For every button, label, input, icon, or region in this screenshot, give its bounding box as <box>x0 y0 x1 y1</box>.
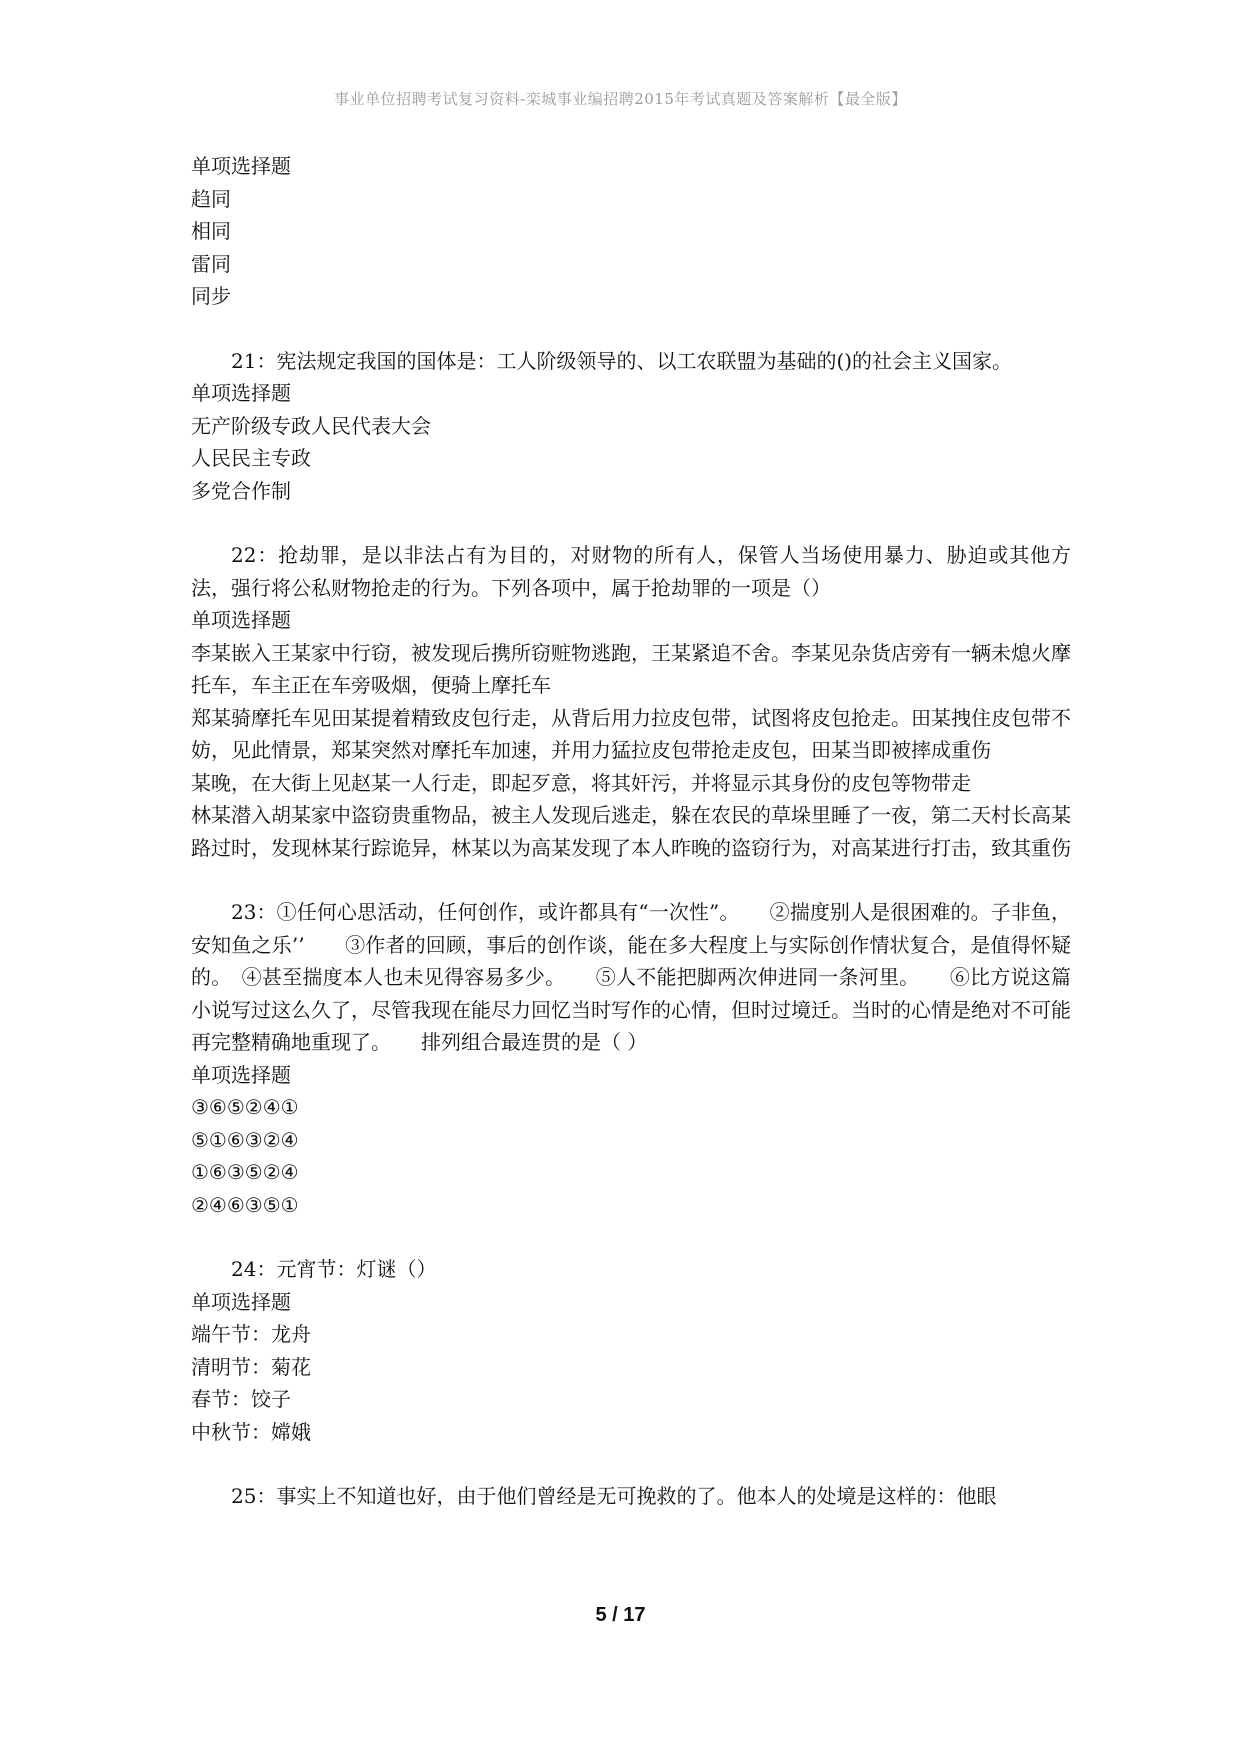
option: 郑某骑摩托车见田某提着精致皮包行走，从背后用力拉皮包带，试图将皮包抢走。田某拽住皮包带不妨，见此情景，郑某突然对摩托车加速，并用力猛拉皮包带抢走皮包，田某当即被摔成重伤 <box>191 705 1071 762</box>
question-type: 单项选择题 <box>191 381 291 405</box>
question-stem: 22：抢劫罪，是以非法占有为目的，对财物的所有人，保管人当场使用暴力、胁迫或其他方法，强行将公私财物抢走的行为。下列各项中，属于抢劫罪的一项是（） <box>191 543 1071 600</box>
option: 春节：饺子 <box>191 1387 291 1411</box>
option: 人民民主专政 <box>191 446 311 470</box>
question-block-22 <box>191 539 1071 864</box>
question-stem: 21：宪法规定我国的国体是：工人阶级领导的、以工农联盟为基础的()的社会主义国家。 <box>231 348 1013 373</box>
document-body <box>191 150 1071 1513</box>
option: 中秋节：嫦娥 <box>191 1419 311 1444</box>
question-type: 单项选择题 <box>191 608 291 632</box>
option: 雷同 <box>191 251 231 276</box>
question-type: 单项选择题 <box>191 1062 291 1087</box>
question-stem: 25：事实上不知道也好，由于他们曾经是无可挽救的了。他本人的处境是这样的：他眼 <box>231 1484 997 1508</box>
option: 林某潜入胡某家中盗窃贵重物品，被主人发现后逃走，躲在农民的草垛里睡了一夜，第二天村长高某路过时，发现林某行踪诡异，林某以为高某发现了本人昨晚的盗窃行为，对高某进行打击，致其重伤 <box>191 803 1071 860</box>
question-block-23 <box>191 896 1071 1221</box>
option: ③⑥⑤②④① <box>191 1095 299 1119</box>
option: 清明节：菊花 <box>191 1354 311 1379</box>
option: 无产阶级专政人民代表大会 <box>191 413 431 438</box>
option: ⑤①⑥③②④ <box>191 1127 299 1152</box>
question-stem: 24：元宵节：灯谜（） <box>231 1257 437 1281</box>
question-stem: 23：①任何心思活动，任何创作，或许都具有“一次性”。 ②揣度别人是很困难的。子非鱼，安知鱼之乐’’ ③作者的回顾，事后的创作谈，能在多大程度上与实际创作情状复合，是值得怀疑的。 ④甚至揣度本人也未见得容易多少。 ⑤人不能把脚两次伸进同一条河里。 ⑥比方说这篇小说写过这么久了，尽管我现在能尽力回忆当时写作的心情，但时过境迁。当时的心情是绝对不可能再完整精确地重现了。 排列组合最连贯的是（ ） <box>191 900 1071 1054</box>
option: ①⑥③⑤②④ <box>191 1160 299 1184</box>
option: 同步 <box>191 284 231 308</box>
option: ②④⑥③⑤① <box>191 1192 299 1217</box>
option: 某晚，在大街上见赵某一人行走，即起歹意，将其奸污，并将显示其身份的皮包等物带走 <box>191 770 971 795</box>
question-type: 单项选择题 <box>191 154 291 178</box>
option: 相同 <box>191 219 231 243</box>
page-number: 5 / 17 <box>595 1604 646 1626</box>
option: 李某嵌入王某家中行窃，被发现后携所窃赃物逃跑，王某紧追不舍。李某见杂货店旁有一辆未熄火摩托车，车主正在车旁吸烟，便骑上摩托车 <box>191 640 1071 697</box>
question-block-24 <box>191 1253 1071 1448</box>
question-block-21 <box>191 345 1071 508</box>
option: 端午节：龙舟 <box>191 1322 311 1346</box>
question-block-prev <box>191 150 1071 313</box>
question-block-25 <box>191 1480 1071 1513</box>
option: 多党合作制 <box>191 478 291 503</box>
option: 趋同 <box>191 186 231 211</box>
running-header: 事业单位招聘考试复习资料-栾城事业编招聘2015年考试真题及答案解析【最全版】 <box>334 90 907 108</box>
question-type: 单项选择题 <box>191 1289 291 1314</box>
